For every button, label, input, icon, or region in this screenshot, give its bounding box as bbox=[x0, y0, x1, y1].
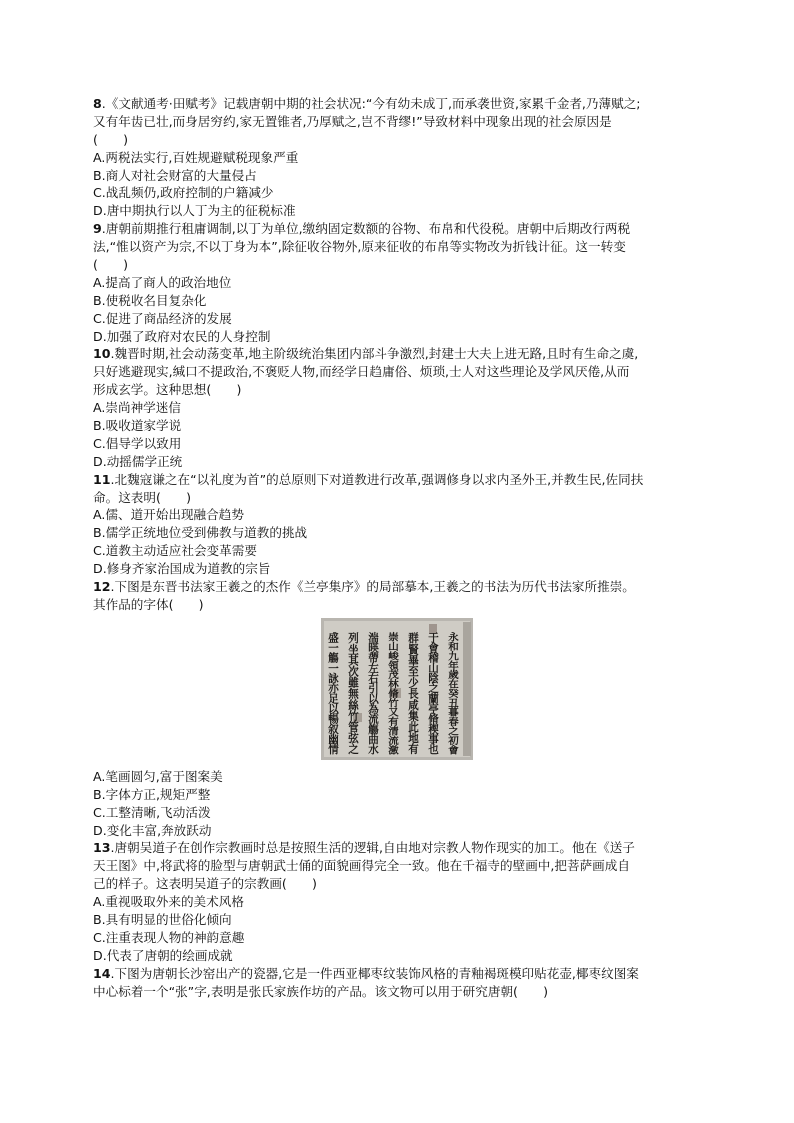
question-number: 8 bbox=[93, 96, 102, 111]
option-b: B.商人对社会财富的大量侵占 bbox=[93, 167, 257, 183]
option-b: B.字体方正,规矩严整 bbox=[93, 786, 211, 802]
option-c: C.促进了商品经济的发展 bbox=[93, 310, 232, 326]
question-8 bbox=[93, 95, 705, 220]
calligraphy-column-7: 盛一觴一詠亦足以暢叙幽情 bbox=[327, 631, 339, 752]
option-c: C.道教主动适应社会变革需要 bbox=[93, 543, 257, 559]
lanting-xu-calligraphy-image bbox=[321, 618, 473, 760]
option-d: D.加强了政府对农民的人身控制 bbox=[93, 328, 271, 344]
answer-blank: ( ) bbox=[93, 257, 129, 273]
option-a: A.提高了商人的政治地位 bbox=[93, 274, 232, 290]
option-a: A.崇尚神学迷信 bbox=[93, 400, 181, 416]
calligraphy-column-2: 于會稽山陰之蘭亭脩稧事也 bbox=[427, 631, 439, 752]
question-number: 9 bbox=[93, 221, 102, 237]
question-stem-line: 形成玄学。这种思想( ) bbox=[93, 382, 242, 398]
option-a: A.重视吸取外来的美术风格 bbox=[93, 894, 244, 910]
option-b: B.吸收道家学说 bbox=[93, 418, 182, 434]
question-13 bbox=[93, 839, 705, 964]
option-d: D.修身齐家治国成为道教的宗旨 bbox=[93, 561, 271, 577]
option-c: C.倡导学以致用 bbox=[93, 435, 182, 451]
option-d: D.变化丰富,奔放跃动 bbox=[93, 822, 212, 838]
question-number: 13 bbox=[93, 840, 111, 856]
option-a: A.两税法实行,百姓规避赋税现象严重 bbox=[93, 149, 299, 165]
option-c: C.工整清晰,飞动活泼 bbox=[93, 804, 211, 820]
question-stem-line: 又有年齿已壮,而身居穷约,家无置锥者,乃厚赋之,岂不背缪!”导致材料中现象出现的社会原因是 bbox=[93, 113, 612, 129]
question-stem-line: 其作品的字体( ) bbox=[93, 596, 204, 612]
question-stem-line: 己的样子。这表明吴道子的宗教画( ) bbox=[93, 876, 317, 892]
option-a: A.儒、道开始出现融合趋势 bbox=[93, 507, 244, 523]
option-c: C.战乱频仍,政府控制的户籍减少 bbox=[93, 185, 274, 201]
question-stem-line: 11.北魏寇谦之在“以礼度为首”的总原则下对道教进行改革,强调修身以求内圣外王,并教生民,佐同扶 bbox=[93, 471, 644, 487]
question-stem-line: 13.唐朝吴道子在创作宗教画时总是按照生活的逻辑,自由地对宗教人物作现实的加工。他在《送子 bbox=[93, 840, 635, 856]
calligraphy-column-4: 崇山峻領茂林脩竹又有清流激 bbox=[387, 631, 399, 760]
question-10 bbox=[93, 345, 705, 470]
option-d: D.动摇儒学正统 bbox=[93, 453, 183, 469]
question-stem-line: 14.下图为唐朝长沙窑出产的瓷器,它是一件西亚椰枣纹装饰风格的青釉褐斑模印贴花壶,椰枣纹图案 bbox=[93, 965, 639, 981]
option-a: A.笔画圆匀,富于图案美 bbox=[93, 768, 223, 784]
question-11 bbox=[93, 471, 705, 578]
question-stem-line: 9.唐朝前期推行租庸调制,以丁为单位,缴纳固定数额的谷物、布帛和代役税。唐朝中后期改行两税 bbox=[93, 221, 631, 237]
question-stem-line: 法,“惟以资产为宗,不以丁身为本”,除征收谷物外,原来征收的布帛等实物改为折钱计征。这一转变 bbox=[93, 239, 626, 255]
question-14 bbox=[93, 965, 705, 1001]
question-number: 12 bbox=[93, 579, 111, 595]
question-stem-line: 10.魏晋时期,社会动荡变革,地主阶级统治集团内部斗争激烈,封建士大夫上进无路,且时有生命之虞, bbox=[93, 346, 639, 362]
calligraphy-column-5: 湍暎帶左右引以為流觴曲水 bbox=[367, 631, 379, 752]
question-9 bbox=[93, 220, 705, 345]
calligraphy-column-6: 列坐其次雖無絲竹管弦之 bbox=[347, 631, 359, 742]
question-number: 14 bbox=[93, 965, 111, 981]
option-b: B.具有明显的世俗化倾向 bbox=[93, 911, 232, 927]
exam-questions bbox=[93, 95, 705, 1000]
option-b: B.使税收名目复杂化 bbox=[93, 292, 207, 308]
question-number: 11 bbox=[93, 471, 111, 487]
option-d: D.代表了唐朝的绘画成就 bbox=[93, 947, 233, 963]
option-b: B.儒学正统地位受到佛教与道教的挑战 bbox=[93, 525, 308, 541]
calligraphy-column-3: 群賢畢至少長咸集此地有 bbox=[407, 631, 419, 742]
option-c: C.注重表现人物的神韵意趣 bbox=[93, 929, 245, 945]
question-stem-line: 8.《文献通考·田赋考》记载唐朝中期的社会状况:“今有幼未成丁,而承袭世资,家累千金者,乃薄赋之; bbox=[93, 96, 641, 111]
question-stem-line: 只好逃避现实,缄口不提政治,不褒贬人物,而经学日趋庸俗、烦琐,士人对这些理论及学风厌倦,从而 bbox=[93, 364, 630, 380]
option-d: D.唐中期执行以人丁为主的征税标准 bbox=[93, 203, 296, 219]
question-stem-line: 命。这表明( ) bbox=[93, 489, 191, 505]
question-number: 10 bbox=[93, 346, 111, 362]
question-stem-line: 天王图》中,将武将的脸型与唐朝武士俑的面貌画得完全一致。他在千福寺的壁画中,把菩萨画成自 bbox=[93, 858, 630, 874]
question-stem-line: 12.下图是东晋书法家王羲之的杰作《兰亭集序》的局部摹本,王羲之的书法为历代书法家所推崇。 bbox=[93, 579, 635, 595]
answer-blank: ( ) bbox=[93, 131, 129, 147]
question-12 bbox=[93, 578, 705, 839]
paper-margin-strip bbox=[463, 622, 471, 756]
question-stem-line: 中心标着一个“张”字,表明是张氏家族作坊的产品。该文物可以用于研究唐朝( ) bbox=[93, 983, 549, 999]
calligraphy-column-1: 永和九年歲在癸丑暮春之初會 bbox=[447, 631, 459, 760]
